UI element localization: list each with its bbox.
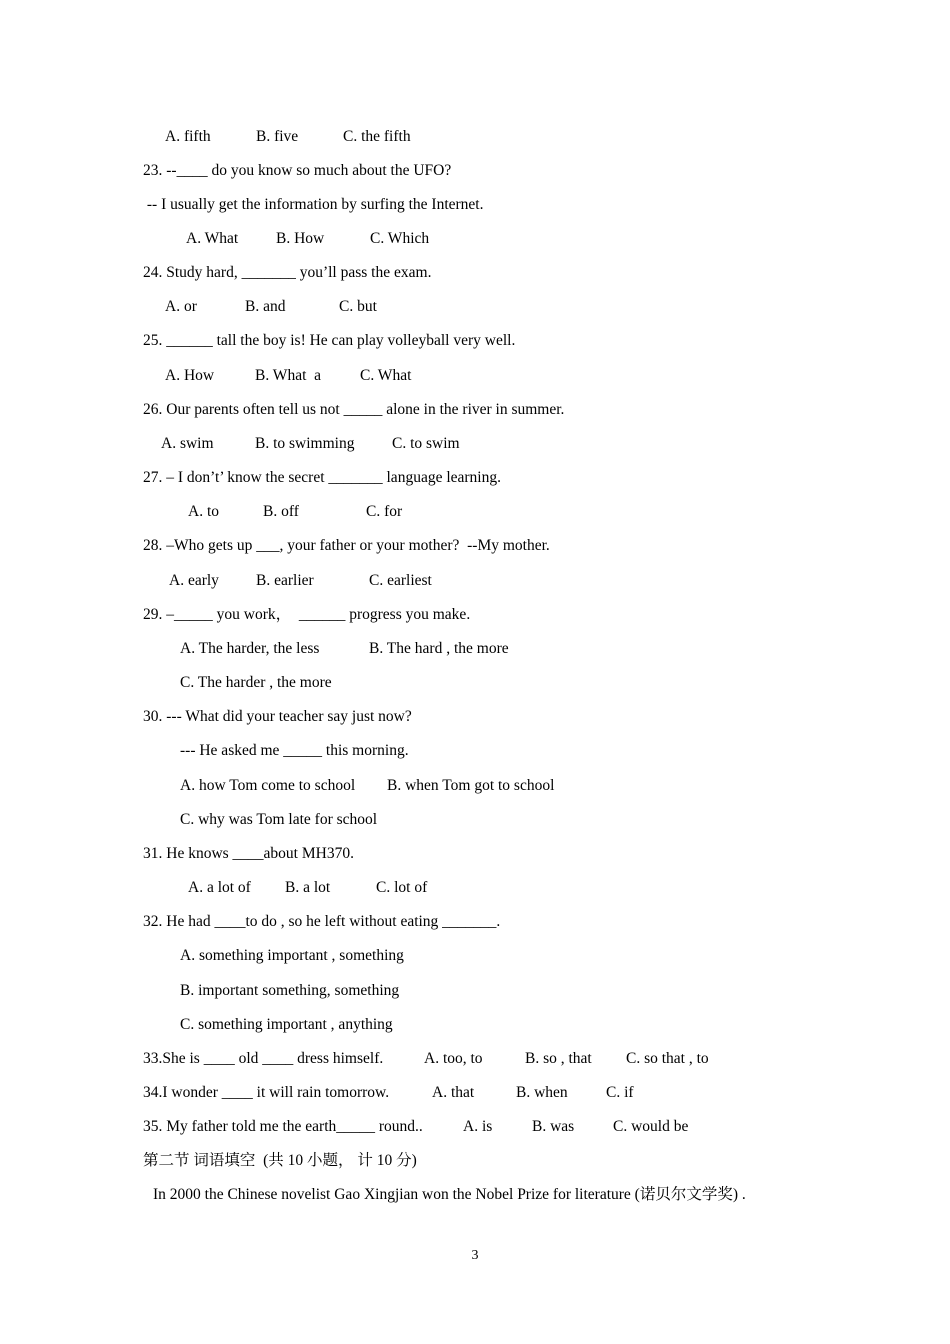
q34-option-a: A. that (432, 1084, 475, 1101)
q26-option-b: B. to swimming (255, 435, 355, 452)
question-29: 29. –_____ you work， ______ progress you make. (143, 606, 471, 623)
question-26: 26. Our parents often tell us not _____ alone in the river in summer. (143, 401, 565, 418)
q33-option-b: B. so , that (525, 1050, 592, 1067)
q22-option-b: B. five (256, 128, 299, 145)
q27-option-b: B. off (263, 503, 299, 520)
q26-option-c: C. to swim (392, 435, 460, 452)
page-number: 3 (471, 1248, 479, 1263)
q32-option-a: A. something important , something (180, 947, 404, 964)
q27-option-c: C. for (366, 503, 403, 520)
q32-option-b: B. important something, something (180, 982, 400, 999)
q31-option-a: A. a lot of (188, 879, 251, 896)
q28-option-a: A. early (169, 572, 219, 589)
q27-option-a: A. to (188, 503, 219, 520)
q35-option-b: B. was (532, 1118, 575, 1135)
q31-option-b: B. a lot (285, 879, 331, 896)
question-35: 35. My father told me the earth_____ round.. (143, 1118, 423, 1135)
q24-option-c: C. but (339, 298, 377, 315)
question-27: 27. – I don’t’ know the secret _______ language learning. (143, 469, 501, 486)
question-23: 23. --____ do you know so much about the UFO? (143, 162, 452, 179)
q29-option-c: C. The harder , the more (180, 674, 332, 691)
question-32: 32. He had ____to do , so he left without eating _______. (143, 913, 501, 930)
question-30-answer-line: --- He asked me _____ this morning. (180, 742, 409, 759)
question-30: 30. --- What did your teacher say just now? (143, 708, 412, 725)
q28-option-c: C. earliest (369, 572, 432, 589)
q22-option-a: A. fifth (165, 128, 211, 145)
question-31: 31. He knows ____about MH370. (143, 845, 354, 862)
section-heading: 第二节 词语填空 (共 10 小题， 计 10 分) (143, 1152, 417, 1169)
q35-option-c: C. would be (613, 1118, 689, 1135)
q30-option-c: C. why was Tom late for school (180, 811, 378, 828)
q25-option-a: A. How (165, 367, 215, 384)
q29-option-a: A. The harder, the less (180, 640, 320, 657)
question-25: 25. ______ tall the boy is! He can play volleyball very well. (143, 332, 516, 349)
question-24: 24. Study hard, _______ you’ll pass the exam. (143, 264, 432, 281)
q31-option-c: C. lot of (376, 879, 428, 896)
q24-option-b: B. and (245, 298, 286, 315)
question-34: 34.I wonder ____ it will rain tomorrow. (143, 1084, 390, 1101)
question-23-answer-line: -- I usually get the information by surfing the Internet. (143, 196, 484, 213)
q29-option-b: B. The hard , the more (369, 640, 509, 657)
q25-option-c: C. What (360, 367, 412, 384)
q25-option-b: B. What a (255, 367, 322, 384)
question-28: 28. –Who gets up ___, your father or your mother? --My mother. (143, 537, 550, 554)
passage-first-line: In 2000 the Chinese novelist Gao Xingjian won the Nobel Prize for literature (诺贝尔文学奖) . (153, 1186, 746, 1203)
q28-option-b: B. earlier (256, 572, 314, 589)
q23-option-b: B. How (276, 230, 325, 247)
question-33: 33.She is ____ old ____ dress himself. (143, 1050, 384, 1067)
q26-option-a: A. swim (161, 435, 214, 452)
q23-option-c: C. Which (370, 230, 430, 247)
q33-option-c: C. so that , to (626, 1050, 709, 1067)
q30-option-b: B. when Tom got to school (387, 777, 555, 794)
q33-option-a: A. too, to (424, 1050, 483, 1067)
q23-option-a: A. What (186, 230, 239, 247)
q24-option-a: A. or (165, 298, 197, 315)
q34-option-b: B. when (516, 1084, 568, 1101)
q34-option-c: C. if (606, 1084, 634, 1101)
q35-option-a: A. is (463, 1118, 493, 1135)
q22-option-c: C. the fifth (343, 128, 411, 145)
q32-option-c: C. something important , anything (180, 1016, 393, 1033)
q30-option-a: A. how Tom come to school (180, 777, 356, 794)
